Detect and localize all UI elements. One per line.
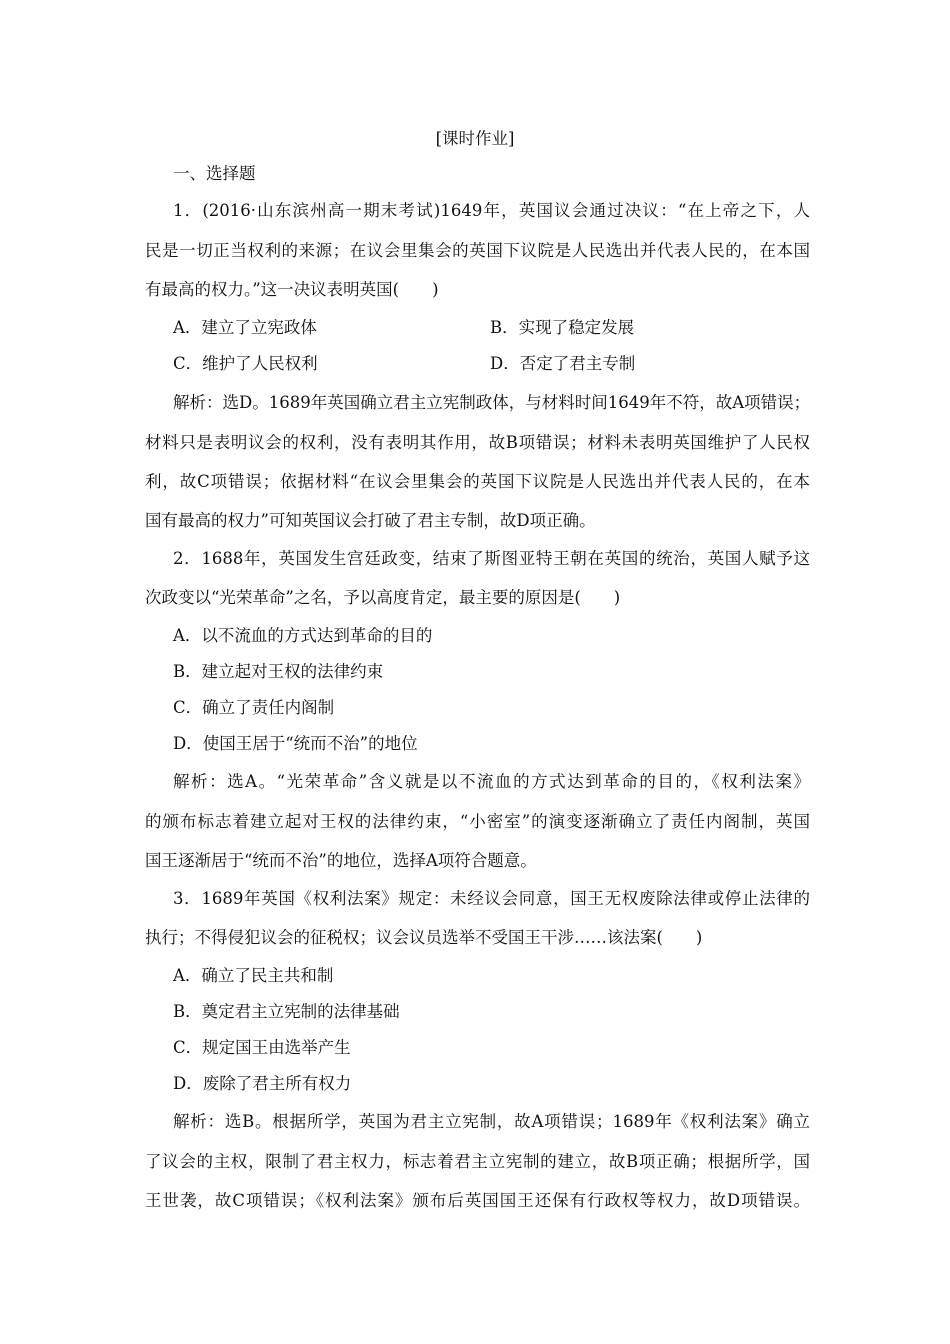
q1-analysis-line-2: 材料只是表明议会的权利，没有表明其作用，故B项错误；材料未表明英国维护了人民权 [145, 433, 810, 452]
q1-analysis-line-4: 国有最高的权力”可知英国议会打破了君主专制，故D项正确。 [145, 511, 596, 530]
q3-stem-line-2: 执行；不得侵犯议会的征税权；议会议员选举不受国王干涉……该法案( ) [145, 928, 703, 947]
q2-analysis-line-3: 国王逐渐居于“统而不治”的地位，选择A项符合题意。 [145, 851, 537, 870]
q2-stem-line-2: 次政变以“光荣革命”之名，予以高度肯定，最主要的原因是( ) [145, 588, 621, 607]
q1-analysis-line-1: 解析：选D。1689年英国确立君主立宪制政体，与材料时间1649年不符，故A项错误； [173, 393, 811, 412]
q3-option-b: B．奠定君主立宪制的法律基础 [173, 1002, 400, 1021]
section-heading: 一、选择题 [173, 164, 256, 183]
q2-option-b: B．建立起对王权的法律约束 [173, 662, 384, 681]
q1-analysis-line-3: 利，故C项错误；依据材料“在议会里集会的英国下议院是人民选出并代表人民的，在本 [145, 472, 810, 491]
q2-option-d: D．使国王居于“统而不治”的地位 [173, 734, 418, 753]
q3-option-a: A．确立了民主共和制 [173, 966, 334, 985]
q3-analysis-line-3: 王世袭，故C项错误；《权利法案》颁布后英国国王还保有行政权等权力，故D项错误。 [145, 1191, 810, 1210]
q2-option-a: A．以不流血的方式达到革命的目的 [173, 626, 433, 645]
page-title: [课时作业] [435, 129, 515, 148]
q2-stem-line-1: 2．1688年，英国发生宫廷政变，结束了斯图亚特王朝在英国的统治，英国人赋予这 [173, 549, 810, 568]
q1-stem-line-2: 民是一切正当权利的来源；在议会里集会的英国下议院是人民选出并代表人民的，在本国 [145, 241, 810, 260]
q2-analysis-line-1: 解析：选A。“光荣革命”含义就是以不流血的方式达到革命的目的，《权利法案》 [173, 772, 810, 791]
q1-option-b: B．实现了稳定发展 [490, 318, 635, 337]
q1-stem-line-3: 有最高的权力。”这一决议表明英国( ) [145, 280, 439, 299]
q3-option-c: C．规定国王由选举产生 [173, 1038, 351, 1057]
q1-option-a: A．建立了立宪政体 [173, 318, 317, 337]
q1-stem-line-1: 1．(2016·山东滨州高一期末考试)1649年，英国议会通过决议：“在上帝之下，人 [173, 201, 810, 220]
q3-option-d: D．废除了君主所有权力 [173, 1074, 352, 1093]
q1-option-d: D．否定了君主专制 [490, 354, 636, 373]
q3-analysis-line-1: 解析：选B。根据所学，英国为君主立宪制，故A项错误；1689年《权利法案》确立 [173, 1112, 810, 1131]
q1-option-c: C．维护了人民权利 [173, 354, 318, 373]
q3-stem-line-1: 3．1689年英国《权利法案》规定：未经议会同意，国王无权废除法律或停止法律的 [173, 889, 810, 908]
q2-analysis-line-2: 的颁布标志着建立起对王权的法律约束，“小密室”的演变逐渐确立了责任内阁制，英国 [145, 812, 810, 831]
q3-analysis-line-2: 了议会的主权，限制了君主权力，标志着君主立宪制的建立，故B项正确；根据所学，国 [145, 1152, 810, 1171]
q2-option-c: C．确立了责任内阁制 [173, 698, 335, 717]
